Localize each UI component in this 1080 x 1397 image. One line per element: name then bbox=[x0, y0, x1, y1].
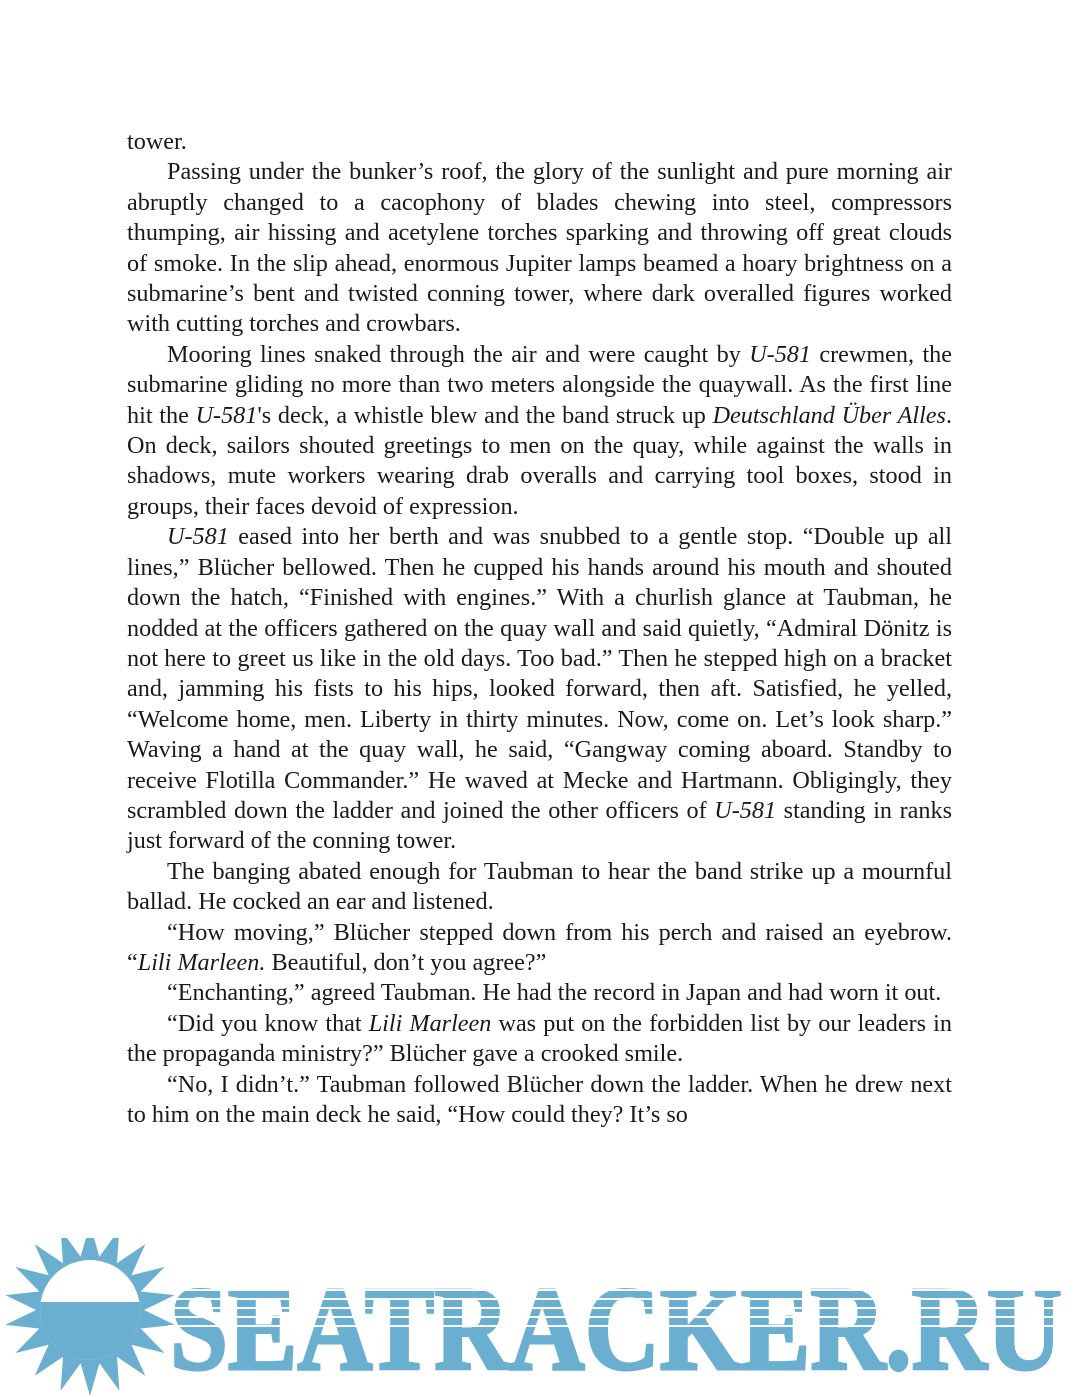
italic-text: U-581 bbox=[195, 401, 258, 429]
text-run: eased into her berth and was snubbed to a gentle stop. “Double up all lines,” Blücher bellowed. Then he cupped his hands around his mouth and shouted down the hatch, “Finished with engines.” With a churlish glance at Taubman, he nodded at the officers gathered on the quay wall and said quietly, “Admiral Dönitz is not here to greet us like in the old days. Too bad.” Then he stepped high on a bracket and, jamming his fists to his hips, looked forward, then aft. Satisfied, he yelled, “Welcome home, men. Liberty in thirty minutes. Now, come on. Let’s look sharp.” Waving a hand at the quay wall, he said, “Gangway coming aboard. Standby to receive Flotilla Commander.” He waved at Mecke and Hartmann. Obligingly, they scrambled down the ladder and joined the other officers of bbox=[127, 523, 952, 824]
text-run: Passing under the bunker’s roof, the glory of the sunlight and pure morning air abruptly changed to a cacophony of blades chewing into steel, compressors thumping, air hissing and acetylene torches sparking and throwing off great clouds of smoke. In the slip ahead, enormous Jupiter lamps beamed a hoary brightness on a submarine’s bent and twisted conning tower, where dark overalled figures worked with cutting torches and crowbars. bbox=[127, 158, 952, 338]
italic-text: Lili Marleen. bbox=[137, 948, 266, 976]
paragraph bbox=[127, 1009, 952, 1070]
paragraph bbox=[127, 127, 952, 157]
text-run: tower. bbox=[127, 128, 187, 155]
italic-text: Deutschland Über Alles bbox=[712, 401, 946, 429]
text-run: “Enchanting,” agreed Taubman. He had the record in Japan and had worn it out. bbox=[167, 979, 942, 1007]
sun-icon bbox=[5, 1238, 174, 1396]
paragraph bbox=[127, 340, 952, 522]
text-run: Mooring lines snaked through the air and were caught by bbox=[167, 340, 750, 368]
italic-text: U-581 bbox=[167, 523, 229, 551]
italic-text: U-581 bbox=[714, 796, 777, 824]
text-run: 's deck, a whistle blew and the band struck up bbox=[257, 401, 713, 429]
text-run: crewmen, the submarine gliding no more than two meters alongside the quaywall. As the first line hit the bbox=[127, 340, 952, 429]
paragraph bbox=[127, 918, 952, 979]
page-text bbox=[127, 127, 952, 1130]
text-run: standing in ranks just forward of the conning tower. bbox=[127, 796, 953, 855]
watermark-text: SEATRACKER.RU bbox=[170, 1262, 1062, 1395]
paragraph bbox=[127, 157, 952, 339]
text-run: was put on the forbidden list by our leaders in the propaganda ministry?” Blücher gave a crooked smile. bbox=[127, 1009, 952, 1068]
text-run: Beautiful, don’t you agree?” bbox=[265, 948, 547, 976]
text-run: “Did you know that bbox=[167, 1009, 369, 1037]
paragraph bbox=[127, 857, 952, 918]
watermark bbox=[0, 1238, 1080, 1397]
italic-text: U-581 bbox=[749, 340, 811, 368]
text-run: . On deck, sailors shouted greetings to men on the quay, while against the walls in shadows, mute workers wearing drab overalls and carrying tool boxes, stood in groups, their faces devoid of expression. bbox=[127, 401, 953, 520]
text-run: “How moving,” Blücher stepped down from his perch and raised an eyebrow. “ bbox=[127, 918, 952, 976]
paragraph bbox=[127, 1070, 952, 1131]
paragraph bbox=[127, 978, 952, 1008]
italic-text: Lili Marleen bbox=[368, 1009, 492, 1037]
text-run: “No, I didn’t.” Taubman followed Blücher down the ladder. When he drew next to him on the main deck he said, “How could they? It’s so bbox=[127, 1070, 952, 1128]
text-run: The banging abated enough for Taubman to hear the band strike up a mournful ballad. He cocked an ear and listened. bbox=[127, 857, 952, 916]
paragraph bbox=[127, 522, 952, 856]
